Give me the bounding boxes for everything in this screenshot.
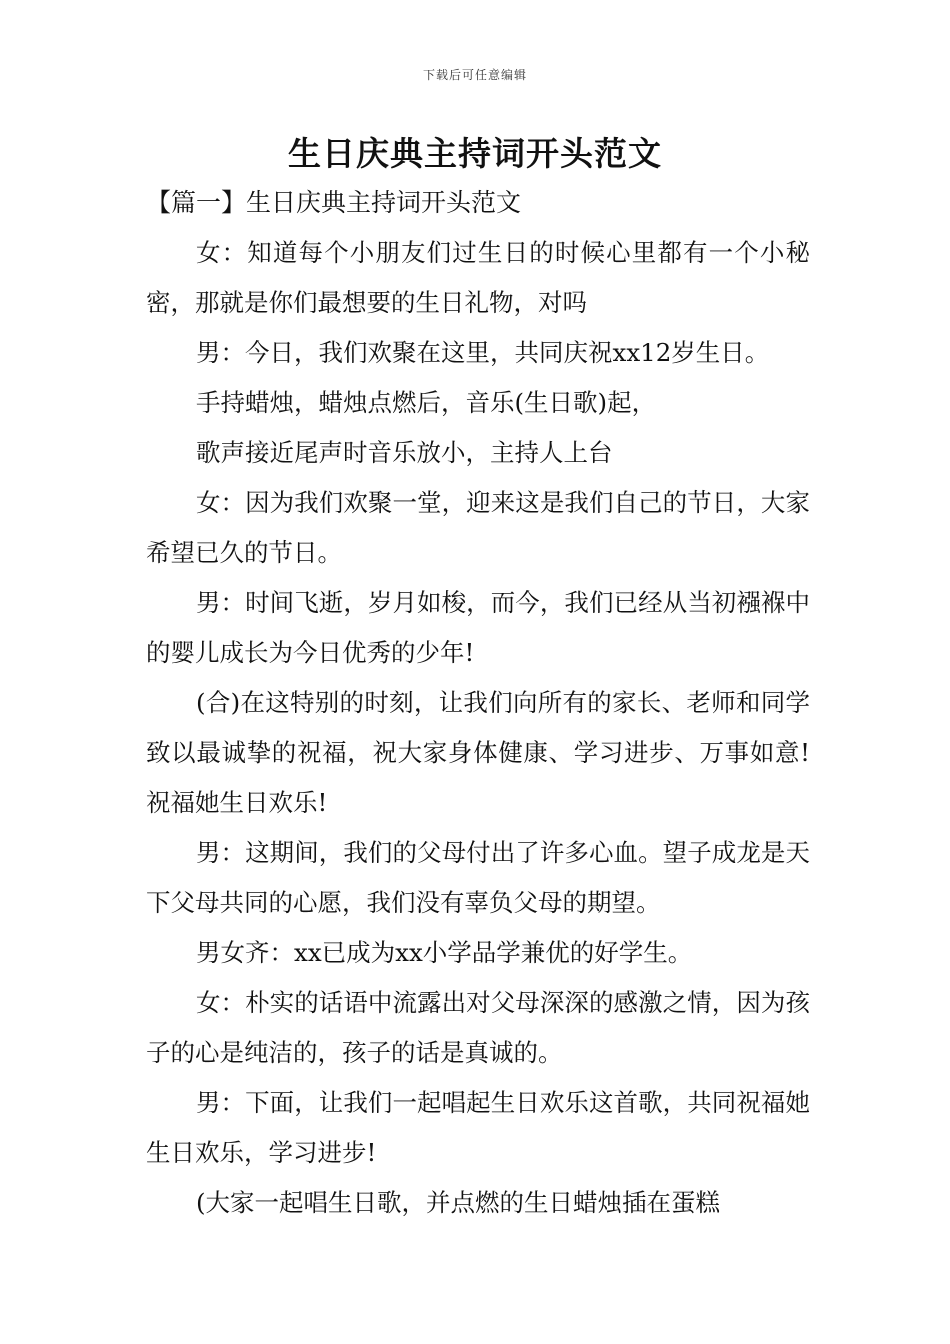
paragraph: 女：知道每个小朋友们过生日的时候心里都有一个小秘密，那就是你们最想要的生日礼物，对吗	[146, 238, 810, 317]
paragraph: (大家一起唱生日歌，并点燃的生日蜡烛插在蛋糕	[196, 1188, 721, 1217]
paragraph: 男：这期间，我们的父母付出了许多心血。望子成龙是天下父母共同的心愿，我们没有辜负父母的期望。	[146, 838, 810, 917]
paragraph: (合)在这特别的时刻，让我们向所有的家长、老师和同学致以最诚挚的祝福，祝大家身体健康、学习进步、万事如意!祝福她生日欢乐!	[146, 688, 810, 817]
paragraph: 女：因为我们欢聚一堂，迎来这是我们自己的节日，大家希望已久的节日。	[146, 488, 810, 567]
page-title: 生日庆典主持词开头范文	[288, 134, 662, 173]
paragraph: 男：下面，让我们一起唱起生日欢乐这首歌，共同祝福她生日欢乐，学习进步!	[146, 1088, 810, 1167]
paragraph: 男：今日，我们欢聚在这里，共同庆祝xx12岁生日。	[196, 338, 770, 367]
header-note: 下载后可任意编辑	[422, 68, 527, 82]
paragraph: 女：朴实的话语中流露出对父母深深的感激之情，因为孩子的心是纯洁的，孩子的话是真诚的。	[146, 988, 810, 1067]
section-heading: 【篇一】生日庆典主持词开头范文	[146, 188, 522, 217]
paragraph: 男女齐：xx已成为xx小学品学兼优的好学生。	[196, 938, 693, 967]
paragraph: 男：时间飞逝，岁月如梭，而今，我们已经从当初襁褓中的婴儿成长为今日优秀的少年!	[146, 588, 810, 667]
paragraph: 歌声接近尾声时音乐放小，主持人上台	[196, 438, 613, 467]
document-body	[146, 178, 810, 1228]
paragraph: 手持蜡烛，蜡烛点燃后，音乐(生日歌)起，	[196, 388, 657, 417]
